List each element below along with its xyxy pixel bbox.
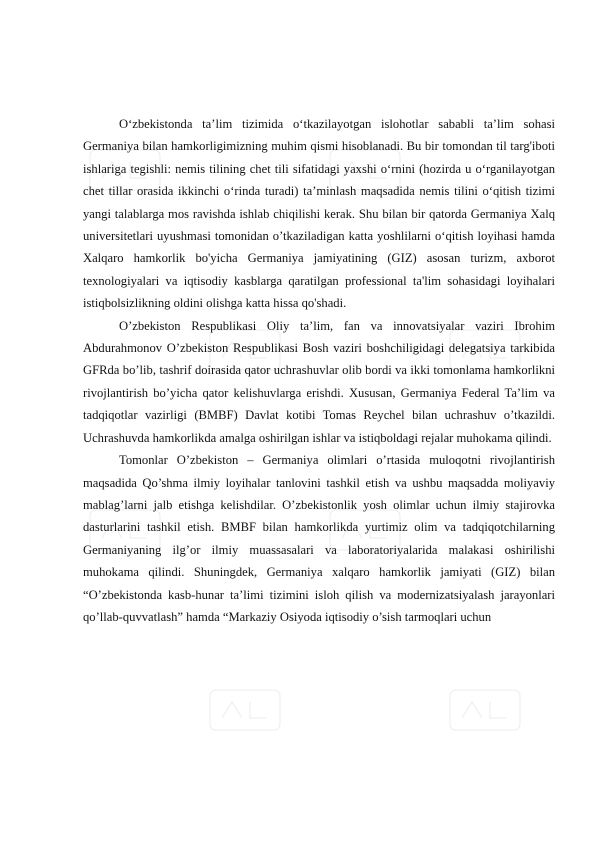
watermark-mark [450, 690, 520, 730]
body-text [83, 113, 555, 628]
paragraph-minister-visit: O’zbekiston Respublikasi Oliy ta’lim, fan va innovatsiyalar vaziri Ibrohim Abdurahmonov O’zbekiston Respublikasi Bosh vaziri boshchiligidagi delegatsiya tarkibida GFRda bo’lib, tashrif doirasida qator uchrashuvlar olib bordi va ikki tomonlama hamkorlikni rivojlantirish bo’yicha qator kelishuvlarga erishdi. Xususan, Germaniya Federal Ta’lim va tadqiqotlar vazirligi (BMBF) Davlat kotibi Tomas Reychel bilan uchrashuv o’tkazildi. Uchrashuvda hamkorlikda amalga oshirilgan ishlar va istiqboldagi rejalar muhokama qilindi. [83, 318, 555, 445]
paragraph-education-reforms: O‘zbekistonda ta’lim tizimida o‘tkazilayotgan islohotlar sababli ta’lim sohasi Germaniya bilan hamkorligimizning muhim qismi hisoblanadi. Bu bir tomondan til targ'iboti ishlariga tegishli: nemis tilining chet tili sifatidagi yaxshi o‘rnini (hozirda u o‘rganilayotgan chet tillar orasida ikkinchi o‘rinda turadi) ta’minlash maqsadida nemis tilini o‘qitish tizimi yangi talablarga mos ravishda ishlab chiqilishi kerak. Shu bilan bir qatorda Germaniya Xalq universitetlari uyushmasi tomonidan o’tkaziladigan katta yoshlilarni o‘qitish loyihasi hamda Xalqaro hamkorlik bo'yicha Germaniya jamiyatining (GIZ) asosan turizm, axborot texnologiyalari va iqtisodiy kasblarga qaratilgan professional ta'lim sohasidagi loyihalari istiqbolsizlikning oldini olishga katta hissa qo'shadi. [83, 117, 555, 311]
paragraph-joint-projects: Tomonlar O’zbekiston – Germaniya olimlari o’rtasida muloqotni rivojlantirish maqsadida Qo’shma ilmiy loyihalar tanlovini tashkil etish va ushbu maqsadda moliyaviy mablag’larni jalb etishga kelishdilar. O’zbekistonlik yosh olimlar uchun ilmiy stajirovka dasturlarini tashkil etish. BMBF bilan hamkorlikda yurtimiz olim va tadqiqotchilarning Germaniyaning ilg’or ilmiy muassasalari va laboratoriyalarida malakasi oshirilishi muhokama qilindi. Shuningdek, Germaniya xalqaro hamkorlik jamiyati (GIZ) bilan “O’zbekistonda kasb-hunar ta’limi tizimini isloh qilish va modernizatsiyalash jarayonlari qo’llab-quvvatlash” hamda “Markaziy Osiyoda iqtisodiy o’sish tarmoqlari uchun [83, 453, 555, 624]
watermark-mark [210, 690, 280, 730]
